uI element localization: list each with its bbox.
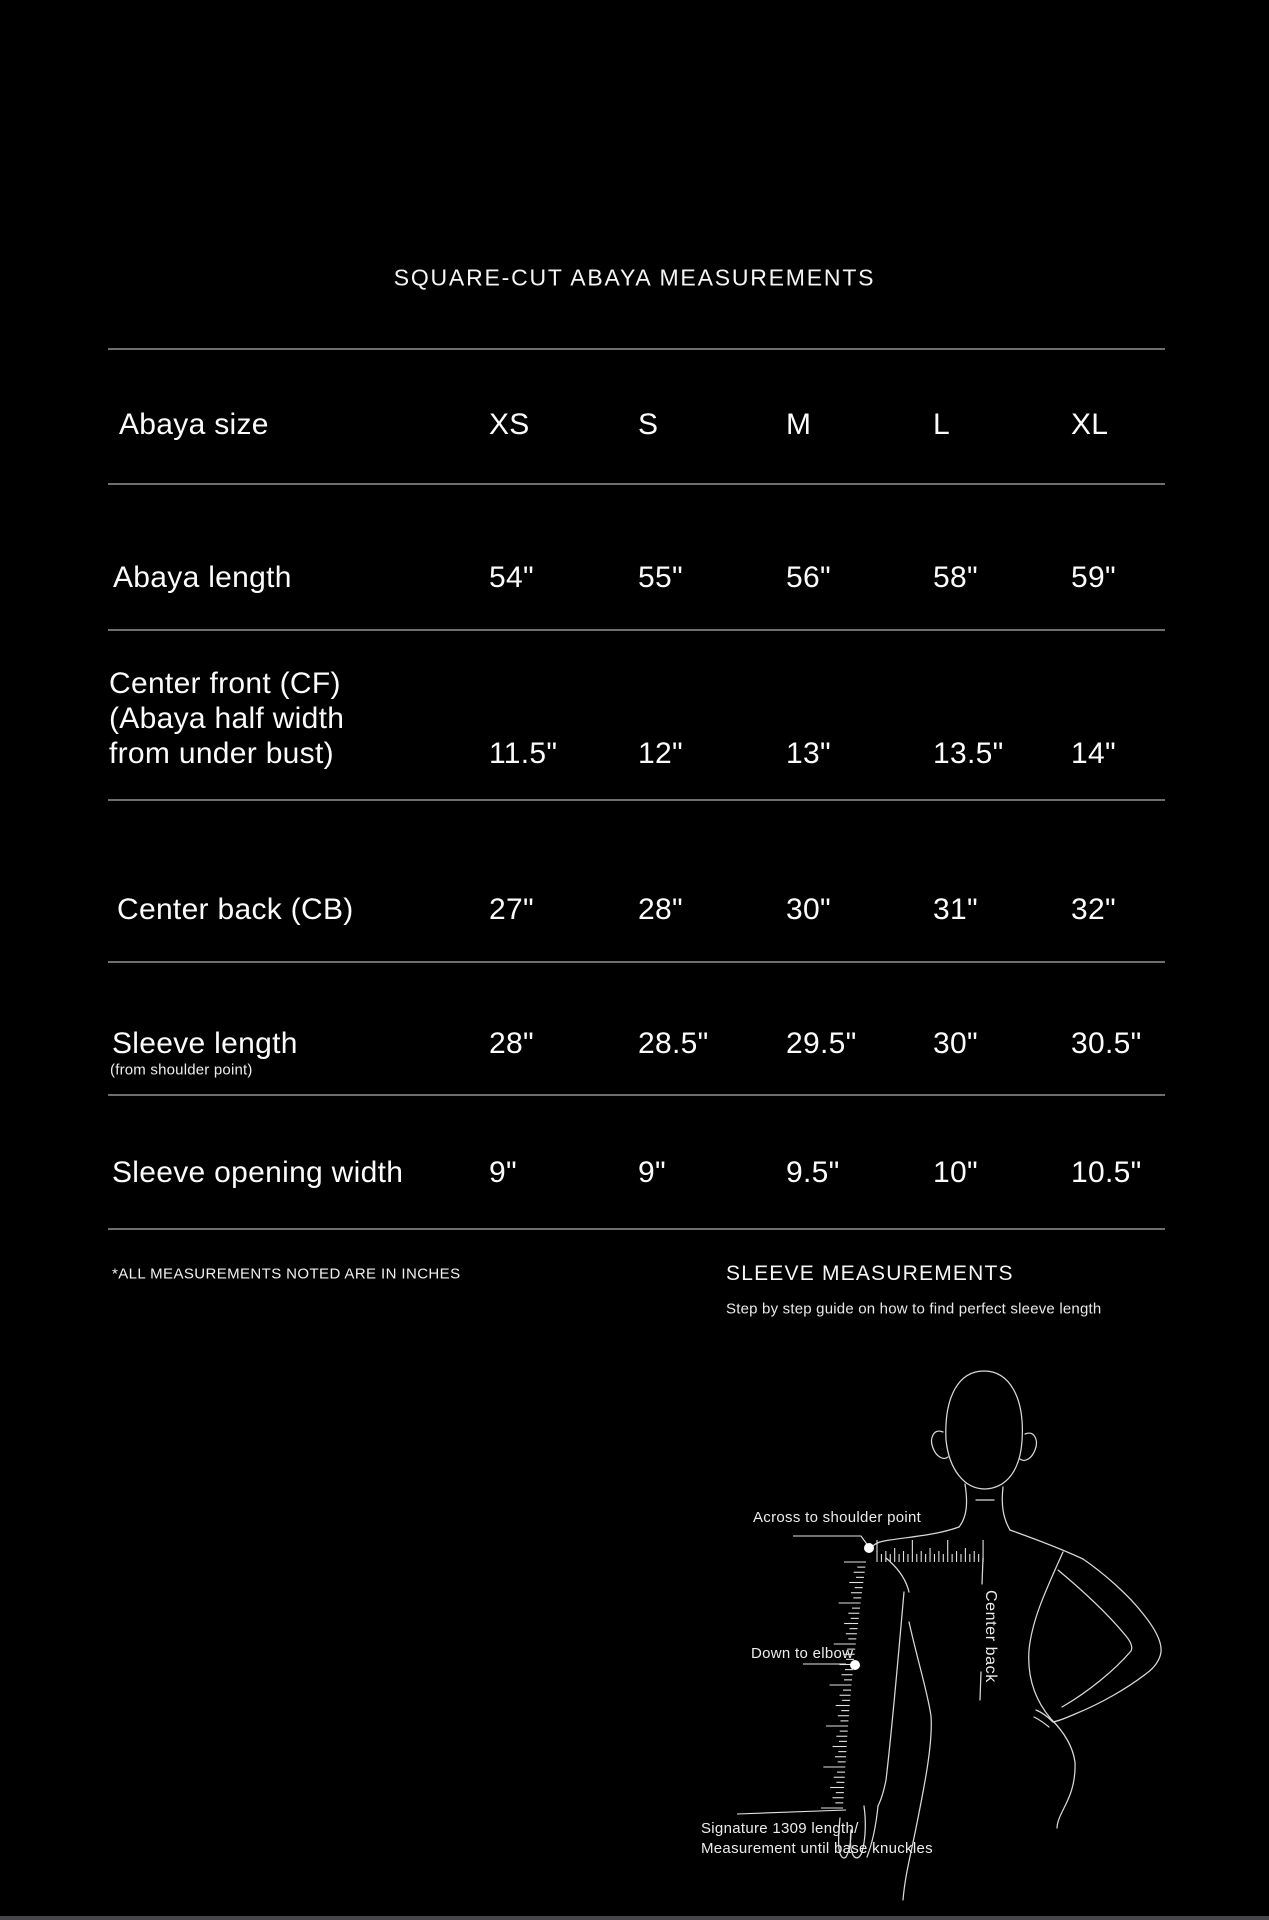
shoulder-label: Across to shoulder point [753, 1509, 922, 1526]
footnote: *ALL MEASUREMENTS NOTED ARE IN INCHES [112, 1265, 461, 1283]
measurement-value: 10" [933, 1156, 978, 1189]
measurement-value: 9.5" [786, 1156, 840, 1189]
measurement-value: 13.5" [933, 737, 1004, 770]
figure-head [946, 1371, 1023, 1489]
measurement-value: 30.5" [1071, 1027, 1142, 1060]
signature-length-label-line1: Signature 1309 length/ [701, 1820, 859, 1837]
row-sublabel: (from shoulder point) [110, 1061, 253, 1079]
measurement-value: 55" [638, 561, 683, 594]
measurement-value: 32" [1071, 893, 1116, 926]
row-label: Center back (CB) [117, 893, 354, 926]
size-row-label: Abaya size [119, 408, 269, 441]
sleeve-section-subtitle: Step by step guide on how to find perfect sleeve length [726, 1300, 1102, 1318]
size-header: L [933, 408, 950, 441]
measurement-value: 27" [489, 893, 534, 926]
row-label: Abaya length [113, 561, 292, 594]
signature-leader-line [737, 1810, 846, 1814]
center-back-line [980, 1672, 981, 1700]
page-title: SQUARE-CUT ABAYA MEASUREMENTS [393, 264, 876, 291]
measurement-value: 56" [786, 561, 831, 594]
measurement-value: 14" [1071, 737, 1116, 770]
signature-length-label-line2: Measurement until base knuckles [701, 1840, 933, 1857]
measurement-value: 11.5" [489, 737, 558, 770]
measurement-value: 54" [489, 561, 534, 594]
shoulder-point-dot [864, 1543, 874, 1553]
sleeve-ruler [821, 1562, 866, 1808]
row-label: Sleeve length [112, 1027, 298, 1060]
size-header: S [638, 408, 659, 441]
measurement-value: 9" [489, 1156, 517, 1189]
measurement-value: 28.5" [638, 1027, 709, 1060]
size-header: XL [1071, 408, 1109, 441]
sleeve-section-heading: SLEEVE MEASUREMENTS [726, 1262, 1014, 1285]
measurement-value: 31" [933, 893, 978, 926]
row-label: Sleeve opening width [112, 1156, 404, 1189]
measurement-value: 9" [638, 1156, 666, 1189]
shoulder-leader-line [793, 1536, 869, 1547]
measurement-value: 30" [933, 1027, 978, 1060]
center-back-label: Center back [982, 1590, 999, 1683]
elbow-label: Down to elbow [751, 1645, 854, 1662]
row-label: (Abaya half width [109, 702, 345, 735]
row-label: from under bust) [109, 737, 334, 770]
measurement-value: 10.5" [1071, 1156, 1142, 1189]
size-header: M [786, 408, 812, 441]
measurement-value: 58" [933, 561, 978, 594]
size-header: XS [489, 408, 530, 441]
measurement-value: 29.5" [786, 1027, 857, 1060]
shoulder-ruler [877, 1540, 983, 1562]
measurement-value: 12" [638, 737, 683, 770]
bottom-strip [0, 1916, 1269, 1920]
measurement-value: 30" [786, 893, 831, 926]
measurement-value: 28" [489, 1027, 534, 1060]
measurement-value: 28" [638, 893, 683, 926]
measurement-value: 59" [1071, 561, 1116, 594]
measurement-value: 13" [786, 737, 831, 770]
row-label: Center front (CF) [109, 667, 341, 700]
